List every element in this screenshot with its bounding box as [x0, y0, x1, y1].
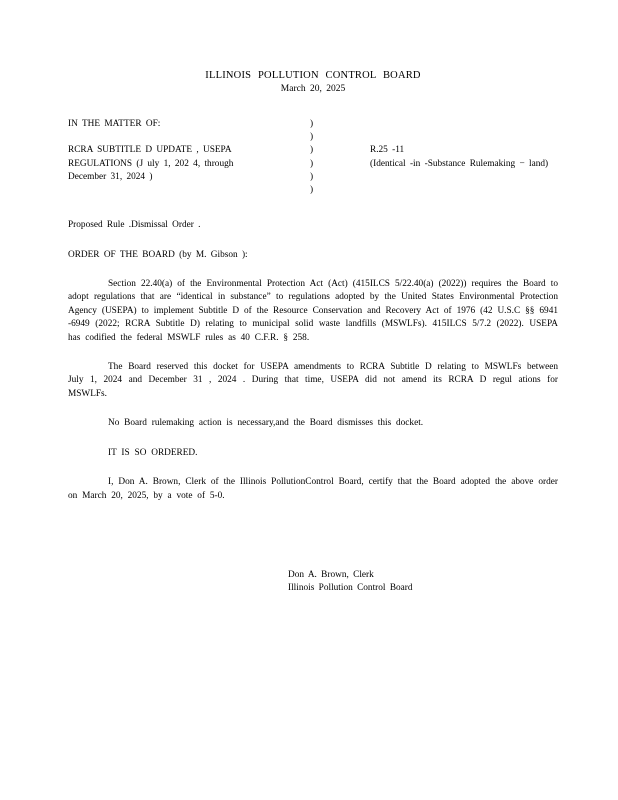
caption-paren: ) [310, 119, 314, 129]
paragraph-board-reserved: The Board reserved this docket for USEPA amendments to RCRA Subtitle D relating to MSWLFs between July 1, 2024 and December 31 , 2024 . During that time, USEPA did not amend its RCRA D regul ations for MSWLFs. [68, 362, 558, 399]
caption-paren: ) [310, 158, 314, 169]
caption-row [68, 118, 558, 131]
case-caption [68, 118, 558, 197]
paragraph-certification: I, Don A. Brown, Clerk of the Illinois PollutionControl Board, certify that the Board adopted the above order on March 20, 2025, by a vote of 5-0. [68, 477, 558, 501]
page-title: ILLINOIS POLLUTION CONTROL BOARD [205, 70, 421, 81]
document-date: March 20, 2025 [280, 84, 346, 94]
caption-row [68, 184, 558, 197]
subject-line: Proposed Rule .Dismissal Order . [68, 220, 201, 231]
caption-right-line: R.25 -11 [370, 145, 405, 156]
paragraph-so-ordered: IT IS SO ORDERED. [108, 447, 198, 458]
caption-paren: ) [310, 132, 314, 143]
caption-right-line: (Identical -in -Substance Rulemaking − land) [370, 158, 549, 169]
order-by-line: ORDER OF THE BOARD (by M. Gibson ): [68, 249, 248, 260]
caption-paren: ) [310, 185, 314, 196]
caption-row [68, 144, 558, 157]
paragraph-section-22-40: Section 22.40(a) of the Environmental Protection Act (Act) (415ILCS 5/22.40(a) (2022)) requires the Board to adopt regulations that are “identical in substance” to regulations adopted by the United States Environmental Protection Agency (USEPA) to implement Subtitle D of the Resource Conservation and Recovery Act of 1976 (42 U.S.C §§ 6941 -6949 (2022; RCRA Subtitle D) relating to municipal solid waste landfills (MSWLFs). 415ILCS 5/7.2 (2022). USEPA has codified the federal MSWLF rules as 40 C.F.R. § 258. [68, 279, 558, 343]
caption-left-line: IN THE MATTER OF: [68, 119, 161, 129]
caption-row [68, 171, 558, 184]
paragraph-no-rulemaking: No Board rulemaking action is necessary,and the Board dismisses this docket. [108, 418, 424, 429]
signature-name: Don A. Brown, Clerk [288, 569, 374, 580]
signature-org: Illinois Pollution Control Board [288, 583, 413, 594]
caption-paren: ) [310, 145, 314, 156]
caption-row [68, 158, 558, 171]
caption-left-line: December 31, 2024 ) [68, 171, 153, 182]
caption-left-line: REGULATIONS (J uly 1, 202 4, through [68, 158, 234, 169]
caption-row [68, 131, 558, 144]
signature-block [68, 569, 558, 596]
caption-paren: ) [310, 171, 314, 182]
caption-left-line: RCRA SUBTITLE D UPDATE , USEPA [68, 145, 232, 156]
